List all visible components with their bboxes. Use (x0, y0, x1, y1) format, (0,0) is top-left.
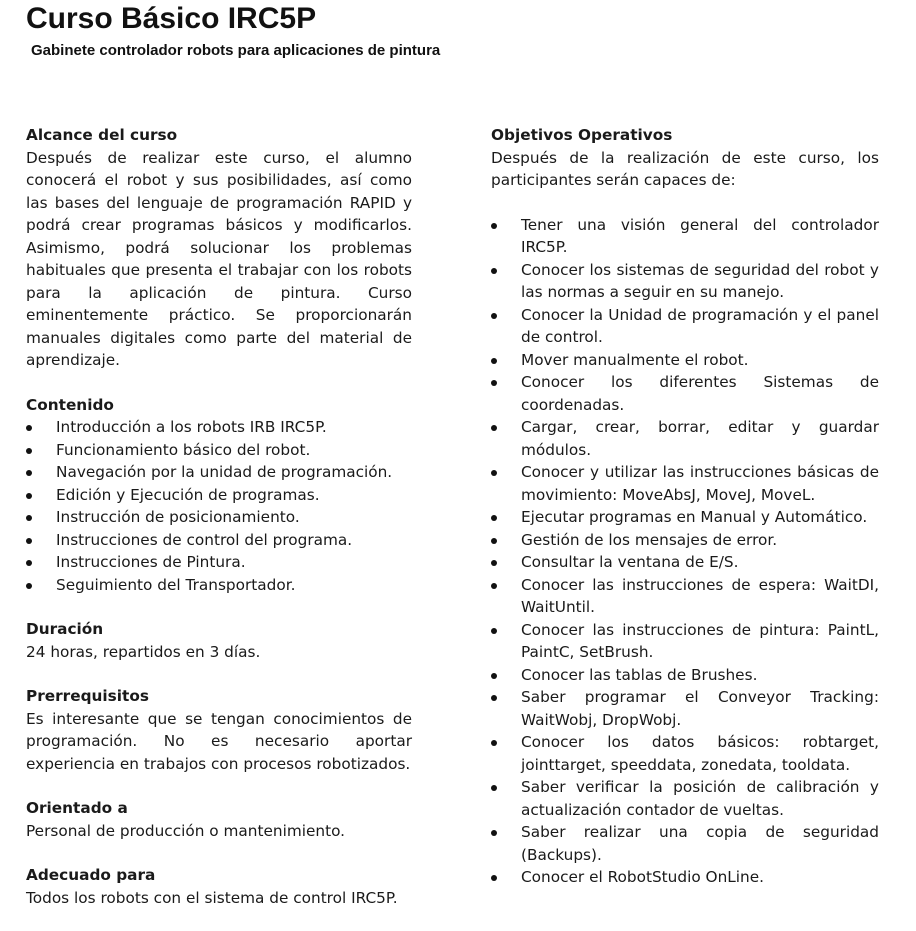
section-adecuado (26, 864, 412, 909)
adecuado-text: Todos los robots con el sistema de control IRC5P. (26, 888, 398, 907)
list-item (26, 439, 412, 462)
bullet-icon (491, 785, 497, 791)
list-item (26, 416, 412, 439)
list-item (491, 506, 879, 529)
right-column (491, 124, 879, 911)
bullet-icon (26, 515, 32, 521)
list-item (491, 664, 879, 687)
list-item-text: Conocer el RobotStudio OnLine. (521, 868, 765, 886)
bullet-icon (491, 538, 497, 544)
bullet-icon (491, 830, 497, 836)
alcance-text: Después de realizar este curso, el alumno conocerá el robot y sus posibilidades, así como las bases del lenguaje de programación RAPID y podrá crear programas básicos y modificarlos. Asimismo, podrá solucionar los problemas habituales que presenta el trabajar con los robots para la aplicación de pintura. Curso eminentemente práctico. Se proporcionarán manuales digitales como parte del material de aprendizaje. (26, 148, 412, 369)
list-item-text: Consultar la ventana de E/S. (521, 553, 739, 571)
contenido-list (26, 416, 412, 596)
section-objetivos (491, 124, 879, 889)
list-item-text: Mover manualmente el robot. (521, 350, 749, 369)
section-duracion (26, 618, 412, 663)
list-item (491, 461, 879, 506)
list-item (26, 551, 412, 574)
page-subtitle: Gabinete controlador robots para aplicaciones de pintura (31, 42, 441, 59)
list-item-text: Conocer las instrucciones de pintura: PaintL, PaintC, SetBrush. (521, 620, 879, 661)
prerrequisitos-heading: Prerrequisitos (26, 687, 149, 705)
list-item (491, 349, 879, 372)
bullet-icon (26, 470, 32, 476)
bullet-icon (491, 695, 497, 701)
list-item (26, 574, 412, 597)
section-prerrequisitos (26, 685, 412, 775)
list-item-text: Instrucciones de control del programa. (56, 530, 353, 549)
orientado-text: Personal de producción o mantenimiento. (26, 821, 346, 840)
objetivos-heading: Objetivos Operativos (491, 126, 673, 144)
list-item-text: Conocer la Unidad de programación y el panel de control. (521, 305, 879, 346)
bullet-icon (491, 673, 497, 679)
bullet-icon (491, 358, 497, 364)
list-item (491, 776, 879, 821)
list-item (26, 484, 412, 507)
list-item-text: Tener una visión general del controlador IRC5P. (521, 215, 879, 256)
list-item-text: Conocer las tablas de Brushes. (521, 665, 758, 684)
list-item-text: Conocer los sistemas de seguridad del robot y las normas a seguir en su manejo. (521, 260, 879, 301)
list-item-text: Saber realizar una copia de seguridad (Backups). (521, 823, 879, 864)
bullet-icon (491, 223, 497, 229)
list-item-text: Conocer las instrucciones de espera: WaitDI, WaitUntil. (521, 575, 879, 616)
list-item-text: Gestión de los mensajes de error. (521, 530, 778, 549)
bullet-icon (26, 560, 32, 566)
bullet-icon (491, 875, 497, 881)
bullet-icon (491, 515, 497, 521)
list-item-text: Cargar, crear, borrar, editar y guardar módulos. (521, 418, 879, 459)
bullet-icon (491, 560, 497, 566)
list-item-text: Conocer y utilizar las instrucciones básicas de movimiento: MoveAbsJ, MoveJ, MoveL. (521, 463, 879, 504)
duracion-heading: Duración (26, 620, 104, 638)
list-item-text: Navegación por la unidad de programación. (56, 463, 393, 481)
objetivos-intro: Después de la realización de este curso, los participantes serán capaces de: (491, 148, 879, 189)
adecuado-heading: Adecuado para (26, 866, 156, 884)
section-contenido (26, 394, 412, 597)
bullet-icon (26, 583, 32, 589)
list-item (26, 529, 412, 552)
list-item-text: Ejecutar programas en Manual y Automático. (521, 508, 868, 526)
list-item (491, 304, 879, 349)
list-item (491, 551, 879, 574)
alcance-heading: Alcance del curso (26, 126, 178, 144)
list-item (491, 416, 879, 461)
list-item (491, 866, 879, 889)
duracion-text: 24 horas, repartidos en 3 días. (26, 642, 261, 661)
list-item (26, 461, 412, 484)
list-item-text: Seguimiento del Transportador. (56, 575, 296, 594)
list-item (491, 529, 879, 552)
list-item (491, 371, 879, 416)
bullet-icon (26, 493, 32, 499)
left-column (26, 124, 412, 931)
bullet-icon (491, 740, 497, 746)
bullet-icon (26, 538, 32, 544)
bullet-icon (491, 313, 497, 319)
list-item-text: Introducción a los robots IRB IRC5P. (56, 418, 327, 436)
list-item-text: Conocer los diferentes Sistemas de coordenadas. (521, 373, 879, 414)
list-item-text: Funcionamiento básico del robot. (56, 440, 311, 459)
list-item (491, 731, 879, 776)
section-alcance (26, 124, 412, 372)
list-item-text: Instrucción de posicionamiento. (56, 508, 300, 526)
list-item-text: Conocer los datos básicos: robtarget, jointtarget, speeddata, zonedata, tooldata. (521, 733, 879, 774)
objetivos-list (491, 214, 879, 889)
bullet-icon (26, 425, 32, 431)
list-item-text: Instrucciones de Pintura. (56, 553, 246, 571)
page-title: Curso Básico IRC5P (26, 2, 317, 35)
bullet-icon (26, 448, 32, 454)
bullet-icon (491, 425, 497, 431)
bullet-icon (491, 628, 497, 634)
list-item (26, 506, 412, 529)
list-item (491, 214, 879, 259)
section-orientado (26, 797, 412, 842)
bullet-icon (491, 268, 497, 274)
contenido-heading: Contenido (26, 395, 114, 414)
list-item (491, 686, 879, 731)
list-item-text: Saber programar el Conveyor Tracking: WaitWobj, DropWobj. (521, 688, 879, 729)
prerrequisitos-text: Es interesante que se tengan conocimientos de programación. No es necesario aportar experiencia en trabajos con procesos robotizados. (26, 709, 412, 773)
list-item-text: Saber verificar la posición de calibración y actualización contador de vueltas. (521, 778, 879, 819)
orientado-heading: Orientado a (26, 799, 128, 817)
bullet-icon (491, 583, 497, 589)
bullet-icon (491, 470, 497, 476)
list-item (491, 259, 879, 304)
bullet-icon (491, 380, 497, 386)
list-item (491, 821, 879, 866)
list-item (491, 619, 879, 664)
list-item (491, 574, 879, 619)
list-item-text: Edición y Ejecución de programas. (56, 485, 320, 504)
